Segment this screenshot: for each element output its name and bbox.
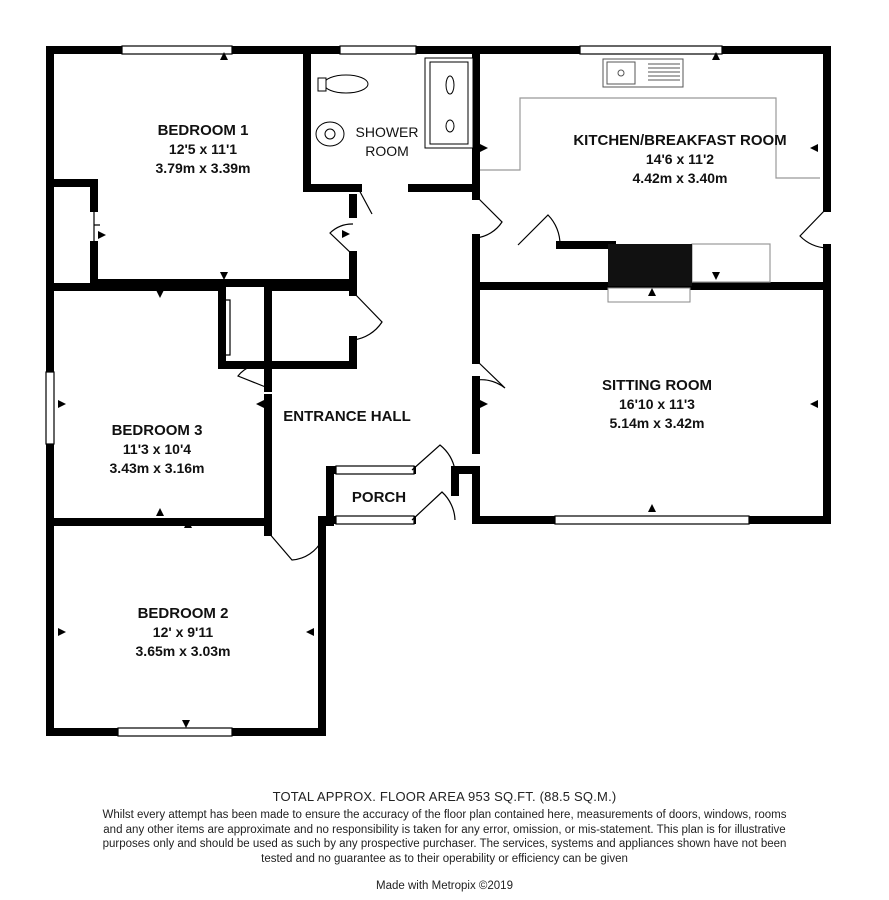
bedroom3-metric: 3.43m x 3.16m xyxy=(109,460,205,476)
kitchen-imperial: 14'6 x 11'2 xyxy=(645,151,715,167)
sink xyxy=(603,59,683,87)
kitchen-metric: 4.42m x 3.40m xyxy=(632,170,728,186)
made-with-credit: Made with Metropix ©2019 xyxy=(376,880,513,892)
total-floor-area: TOTAL APPROX. FLOOR AREA 953 SQ.FT. (88.5 SQ.M.) xyxy=(272,789,617,804)
cooker-icon xyxy=(608,244,692,286)
shower-line2: ROOM xyxy=(365,143,409,159)
kitchen-name: KITCHEN/BREAKFAST ROOM xyxy=(573,132,787,149)
disclaimer-text: Whilst every attempt has been made to ensure the accuracy of the floor plan contained here, measurements of doors, windows, rooms and any other items are approximate and no responsibility is taken for any error, omission, or mis-statement. This plan is for illustrative purposes only and should be used as such by any prospective purchaser. The services, systems and appliances shown have not been tested and no guarantee as to their operability or efficiency can be given xyxy=(102,809,787,865)
bedroom1-name: BEDROOM 1 xyxy=(157,122,249,139)
bedroom1-metric: 3.79m x 3.39m xyxy=(155,160,251,176)
bedroom3-imperial: 11'3 x 10'4 xyxy=(122,441,192,457)
porch-name: PORCH xyxy=(351,489,407,506)
entrance-name: ENTRANCE HALL xyxy=(283,408,411,425)
sitting-metric: 5.14m x 3.42m xyxy=(609,415,705,431)
shower-line1: SHOWER xyxy=(355,124,419,140)
room-labels xyxy=(110,122,787,659)
toilet-icon xyxy=(324,75,368,93)
bedroom2-imperial: 12' x 9'11 xyxy=(152,624,214,640)
sitting-name: SITTING ROOM xyxy=(602,377,712,394)
bedroom1-imperial: 12'5 x 11'1 xyxy=(168,141,238,157)
bedroom2-metric: 3.65m x 3.03m xyxy=(135,643,231,659)
bedroom3-name: BEDROOM 3 xyxy=(111,422,203,439)
sitting-imperial: 16'10 x 11'3 xyxy=(619,396,695,412)
bedroom2-name: BEDROOM 2 xyxy=(137,605,229,622)
